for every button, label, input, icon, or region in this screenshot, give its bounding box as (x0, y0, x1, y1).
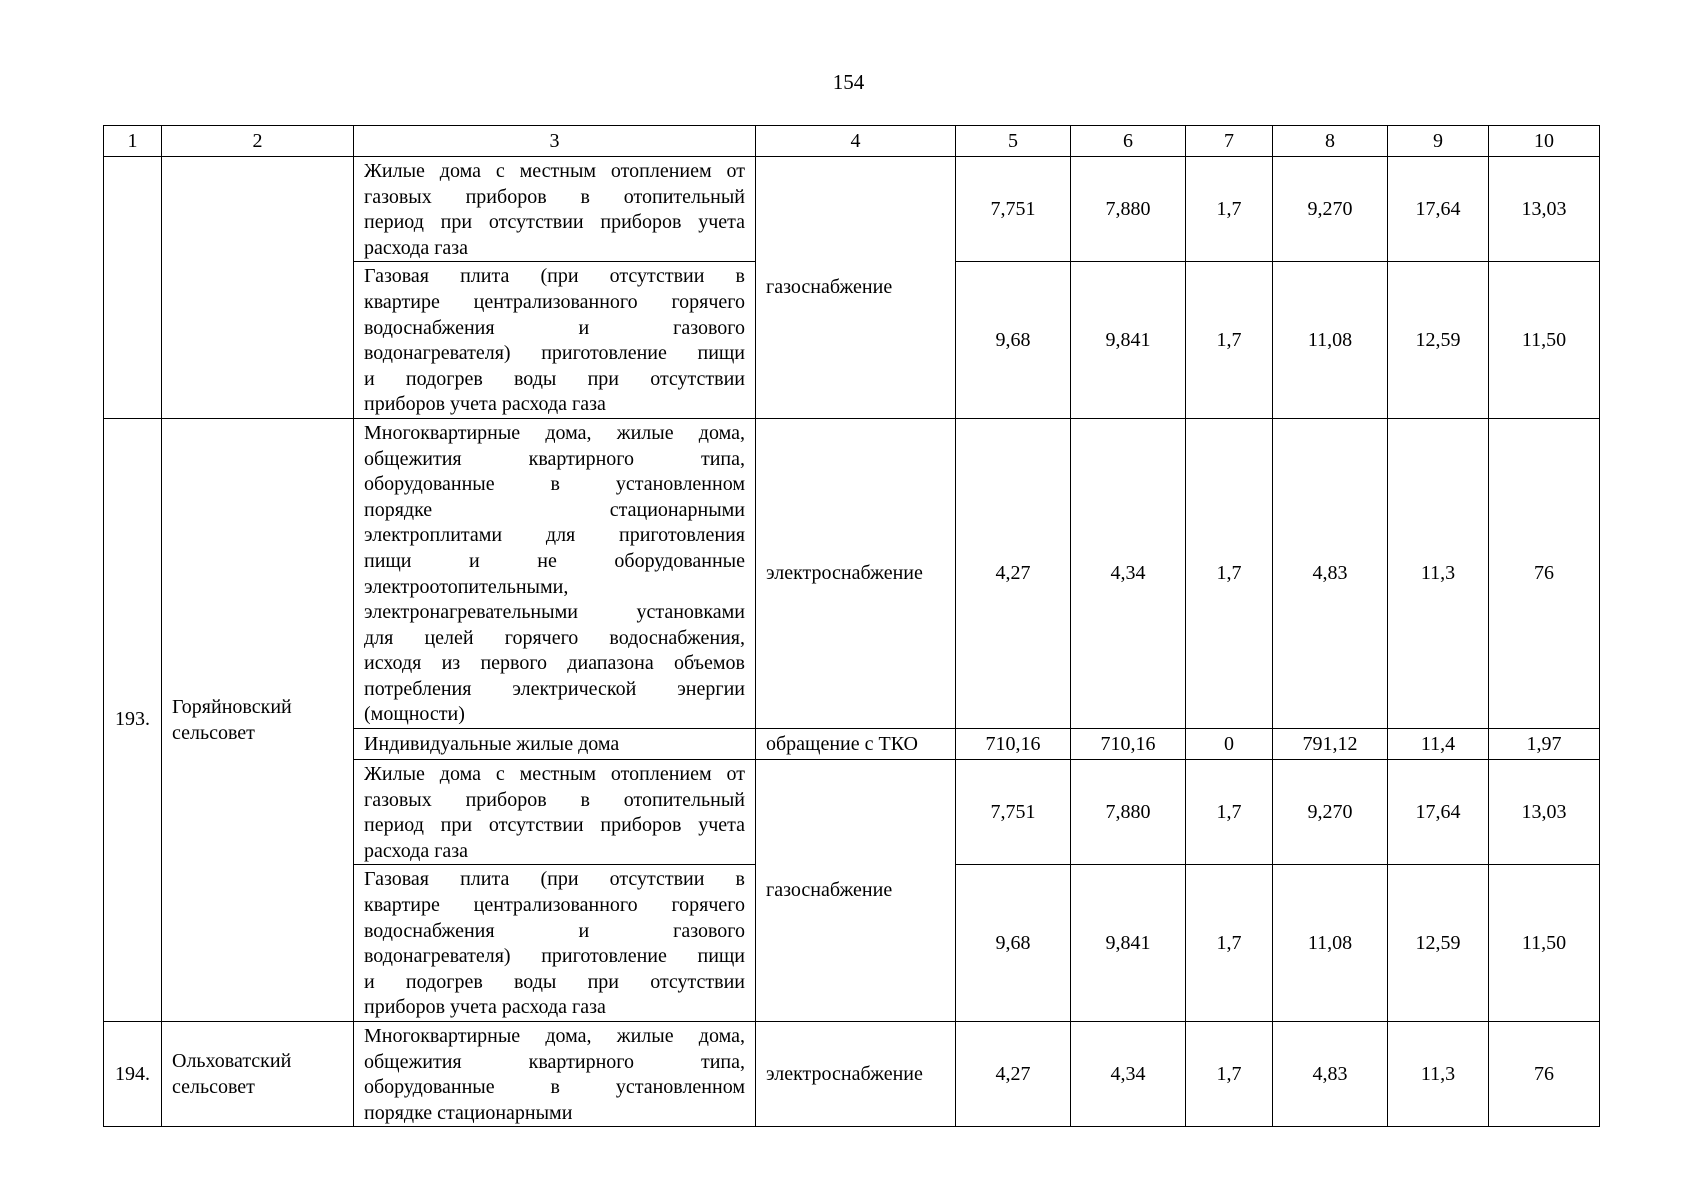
value-cell: 1,7 (1186, 865, 1273, 1022)
value-cell: 4,83 (1273, 1022, 1388, 1127)
description-cell (354, 157, 756, 262)
row-number-cell (104, 157, 162, 419)
header-cell: 3 (354, 126, 756, 157)
description-line: водонагревателя) приготовление пищи (364, 945, 745, 968)
table-row (104, 1022, 1600, 1127)
value-cell: 9,841 (1071, 865, 1186, 1022)
value-cell: 11,3 (1388, 418, 1489, 728)
description-line: газовых приборов в отопительный (364, 788, 745, 811)
description-line: Жилые дома с местным отоплением от (364, 160, 745, 182)
description-line: пищи и не оборудованные (364, 549, 745, 572)
value-cell: 1,7 (1186, 418, 1273, 728)
value-cell: 791,12 (1273, 729, 1388, 760)
tariff-table (103, 125, 1600, 1127)
description-line: Газовая плита (при отсутствии в (364, 868, 745, 891)
description-cell (354, 418, 756, 728)
value-cell: 17,64 (1388, 760, 1489, 865)
description-line: квартире централизованного горячего (364, 894, 745, 917)
row-number-cell: 194. (104, 1022, 162, 1127)
description-line: Многоквартирные дома, жилые дома, (364, 1025, 745, 1047)
header-cell: 8 (1273, 126, 1388, 157)
description-line: приборов учета расхода газа (364, 393, 606, 416)
value-cell: 1,7 (1186, 262, 1273, 419)
settlement-cell: Ольховатский сельсовет (162, 1022, 354, 1127)
value-cell: 12,59 (1388, 262, 1489, 419)
settlement-cell (162, 157, 354, 419)
description-line: и подогрев воды при отсутствии (364, 367, 745, 390)
header-cell: 1 (104, 126, 162, 157)
description-cell (354, 262, 756, 419)
header-cell: 9 (1388, 126, 1489, 157)
value-cell: 76 (1489, 418, 1600, 728)
value-cell: 1,7 (1186, 760, 1273, 865)
table-row (104, 418, 1600, 728)
value-cell: 7,880 (1071, 760, 1186, 865)
value-cell: 13,03 (1489, 760, 1600, 865)
description-line: газовых приборов в отопительный (364, 185, 745, 208)
header-cell: 7 (1186, 126, 1273, 157)
header-row (104, 126, 1600, 157)
description-line: расхода газа (364, 839, 469, 862)
description-line: расхода газа (364, 236, 469, 259)
description-line: квартире централизованного горячего (364, 290, 745, 313)
description-line: водонагревателя) приготовление пищи (364, 342, 745, 365)
value-cell: 9,841 (1071, 262, 1186, 419)
service-cell: электроснабжение (756, 418, 956, 728)
description-line: водоснабжения и газового (364, 919, 745, 942)
description-line: приборов учета расхода газа (364, 996, 606, 1019)
value-cell: 9,270 (1273, 760, 1388, 865)
table-row (104, 157, 1600, 262)
description-cell: Индивидуальные жилые дома (354, 729, 756, 760)
row-number-cell: 193. (104, 418, 162, 1021)
value-cell: 710,16 (1071, 729, 1186, 760)
header-cell: 6 (1071, 126, 1186, 157)
description-line: Многоквартирные дома, жилые дома, (364, 421, 745, 444)
description-line: общежития квартирного типа, (364, 1050, 745, 1073)
value-cell: 11,08 (1273, 262, 1388, 419)
value-cell: 1,7 (1186, 1022, 1273, 1127)
description-line: Жилые дома с местным отоплением от (364, 763, 745, 786)
value-cell: 11,50 (1489, 865, 1600, 1022)
description-line: порядке стационарными (364, 498, 745, 521)
description-line: электроплитами для приготовления (364, 524, 745, 547)
description-line: потребления электрической энергии (364, 677, 745, 700)
value-cell: 76 (1489, 1022, 1600, 1127)
description-line: (мощности) (364, 703, 465, 726)
value-cell: 9,68 (956, 262, 1071, 419)
value-cell: 11,50 (1489, 262, 1600, 419)
description-line: порядке стационарными (364, 1101, 573, 1124)
value-cell: 0 (1186, 729, 1273, 760)
value-cell: 7,751 (956, 760, 1071, 865)
description-cell (354, 865, 756, 1022)
service-cell: газоснабжение (756, 157, 956, 419)
service-cell: обращение с ТКО (756, 729, 956, 760)
description-line: Газовая плита (при отсутствии в (364, 265, 745, 288)
value-cell: 9,270 (1273, 157, 1388, 262)
value-cell: 17,64 (1388, 157, 1489, 262)
service-cell: газоснабжение (756, 760, 956, 1022)
value-cell: 4,34 (1071, 418, 1186, 728)
description-line: и подогрев воды при отсутствии (364, 970, 745, 993)
value-cell: 13,03 (1489, 157, 1600, 262)
description-cell (354, 1022, 756, 1127)
value-cell: 7,751 (956, 157, 1071, 262)
value-cell: 11,4 (1388, 729, 1489, 760)
value-cell: 1,7 (1186, 157, 1273, 262)
description-line: электронагревательными установками (364, 601, 745, 624)
value-cell: 4,34 (1071, 1022, 1186, 1127)
header-cell: 10 (1489, 126, 1600, 157)
description-line: водоснабжения и газового (364, 316, 745, 339)
description-line: электроотопительными, (364, 575, 569, 598)
description-line: период при отсутствии приборов учета (364, 211, 745, 234)
value-cell: 9,68 (956, 865, 1071, 1022)
description-line: общежития квартирного типа, (364, 447, 745, 470)
value-cell: 11,3 (1388, 1022, 1489, 1127)
settlement-cell: Горяйновский сельсовет (162, 418, 354, 1021)
value-cell: 710,16 (956, 729, 1071, 760)
value-cell: 4,83 (1273, 418, 1388, 728)
description-line: исходя из первого диапазона объемов (364, 652, 745, 675)
value-cell: 1,97 (1489, 729, 1600, 760)
header-cell: 2 (162, 126, 354, 157)
description-line: для целей горячего водоснабжения, (364, 626, 745, 649)
value-cell: 4,27 (956, 418, 1071, 728)
description-line: оборудованные в установленном (364, 1076, 745, 1099)
page-number: 154 (832, 70, 865, 94)
value-cell: 7,880 (1071, 157, 1186, 262)
value-cell: 4,27 (956, 1022, 1071, 1127)
description-cell (354, 760, 756, 865)
value-cell: 11,08 (1273, 865, 1388, 1022)
value-cell: 12,59 (1388, 865, 1489, 1022)
header-cell: 5 (956, 126, 1071, 157)
description-line: оборудованные в установленном (364, 473, 745, 496)
description-line: период при отсутствии приборов учета (364, 814, 745, 837)
service-cell: электроснабжение (756, 1022, 956, 1127)
header-cell: 4 (756, 126, 956, 157)
